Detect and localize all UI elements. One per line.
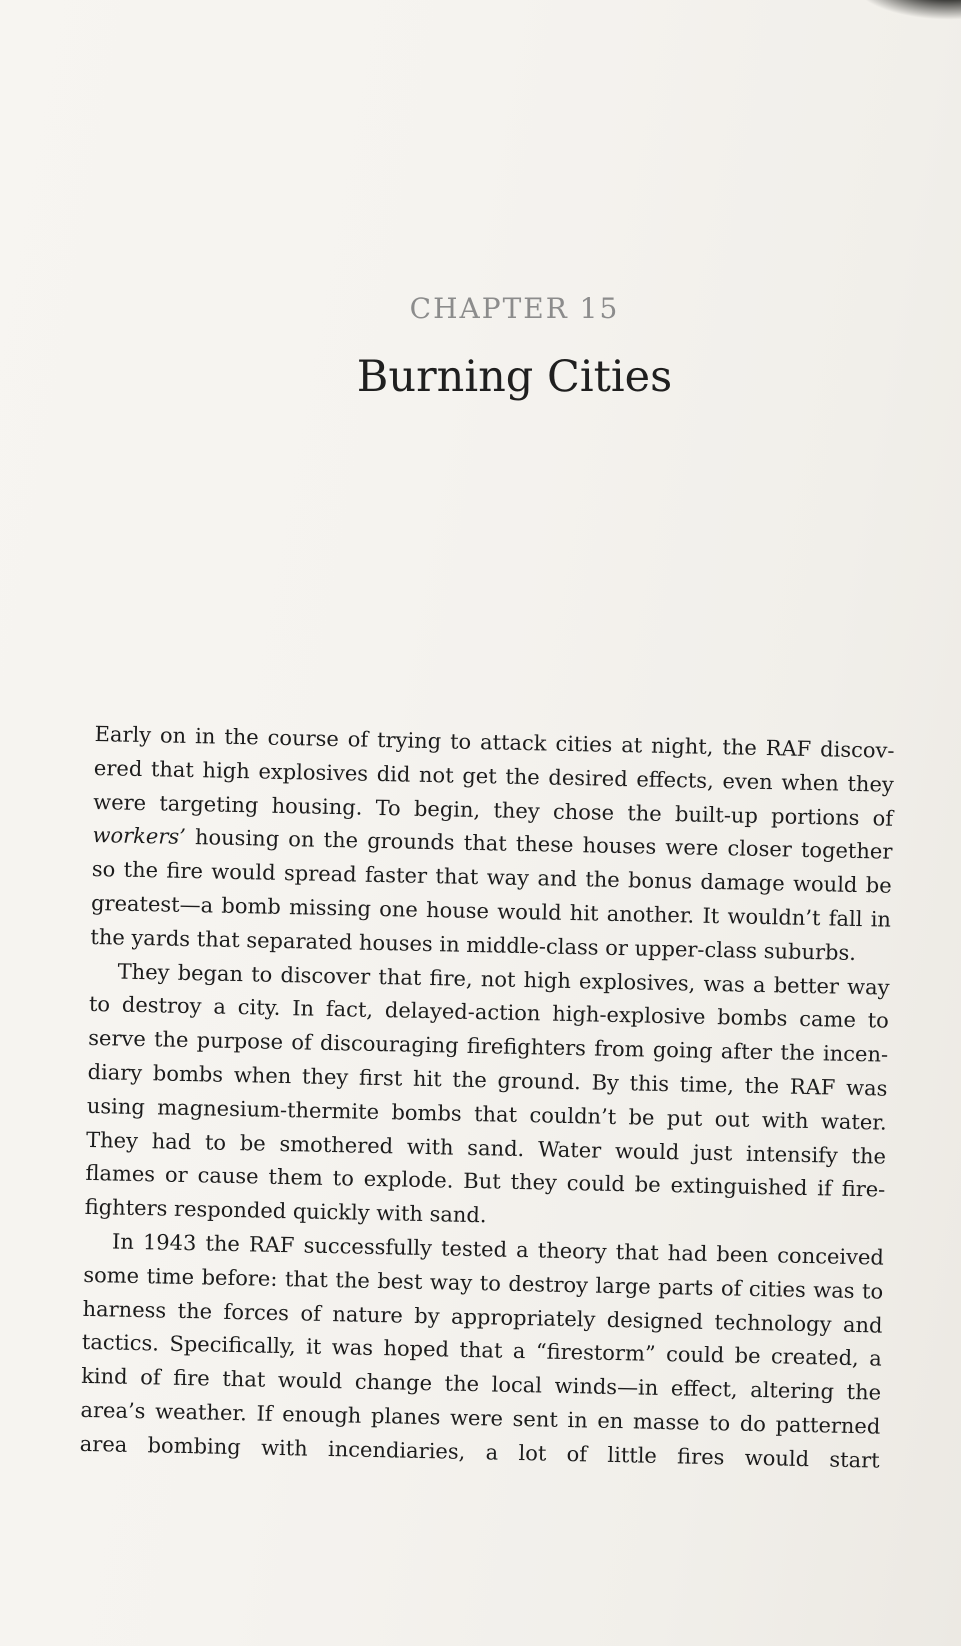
text-line-italic-start: workers’ housing on the grounds that these houses were closer together xyxy=(92,823,893,865)
text-line: the yards that separated houses in middle-class or upper-class suburbs. xyxy=(90,924,857,965)
text-line: fighters responded quickly with sand. xyxy=(84,1195,487,1228)
text-line: kind of fire that would change the local winds—in effect, altering the xyxy=(80,1363,882,1405)
text-line: area bombing with incendiaries, a lot of little fires would start xyxy=(79,1431,880,1473)
text-line: were targeting housing. To begin, they chose the built-up portions of xyxy=(92,789,894,831)
text-line: using magnesium-thermite bombs that couldn’t be put out with water. xyxy=(86,1093,887,1135)
paragraph-3 xyxy=(79,1225,884,1478)
text-line: ered that high explosives did not get the desired effects, even when they xyxy=(93,755,895,797)
text-line: tactics. Specifically, it was hoped that a “firestorm” could be created, a xyxy=(81,1330,883,1371)
body-text xyxy=(79,718,894,1478)
text-line: serve the purpose of discouraging firefighters from going after the incen- xyxy=(88,1026,889,1067)
background-corner xyxy=(851,0,961,20)
paragraph-1 xyxy=(90,718,895,971)
text-line: to destroy a city. In fact, delayed-action high-explosive bombs came to xyxy=(88,992,890,1034)
text-line: some time before: that the best way to destroy large parts of cities was to xyxy=(83,1262,884,1304)
text-line: In 1943 the RAF successfully tested a theory that had been conceived xyxy=(111,1229,885,1270)
text-line: flames or cause them to explode. But they could be extinguished if fire- xyxy=(85,1161,886,1203)
italic-word: workers’ xyxy=(92,823,187,850)
text-line: area’s weather. If enough planes were sent in en masse to do patterned xyxy=(80,1397,881,1439)
text-line: Early on in the course of trying to attack cities at night, the RAF discov- xyxy=(94,721,895,763)
text-line: They had to be smothered with sand. Water would just intensify the xyxy=(85,1127,887,1169)
text-line: so the fire would spread faster that way and the bonus damage would be xyxy=(91,857,892,898)
text-line: They began to discover that fire, not high explosives, was a better way xyxy=(117,959,890,1000)
paragraph-2 xyxy=(84,955,889,1242)
chapter-label: CHAPTER 15 xyxy=(409,292,620,325)
text-line: diary bombs when they first hit the ground. By this time, the RAF was xyxy=(87,1059,888,1101)
text-line: harness the forces of nature by appropriately designed technology and xyxy=(82,1296,883,1338)
text-line: greatest—a bomb missing one house would hit another. It wouldn’t fall in xyxy=(90,890,892,932)
chapter-title: Burning Cities xyxy=(356,352,673,402)
